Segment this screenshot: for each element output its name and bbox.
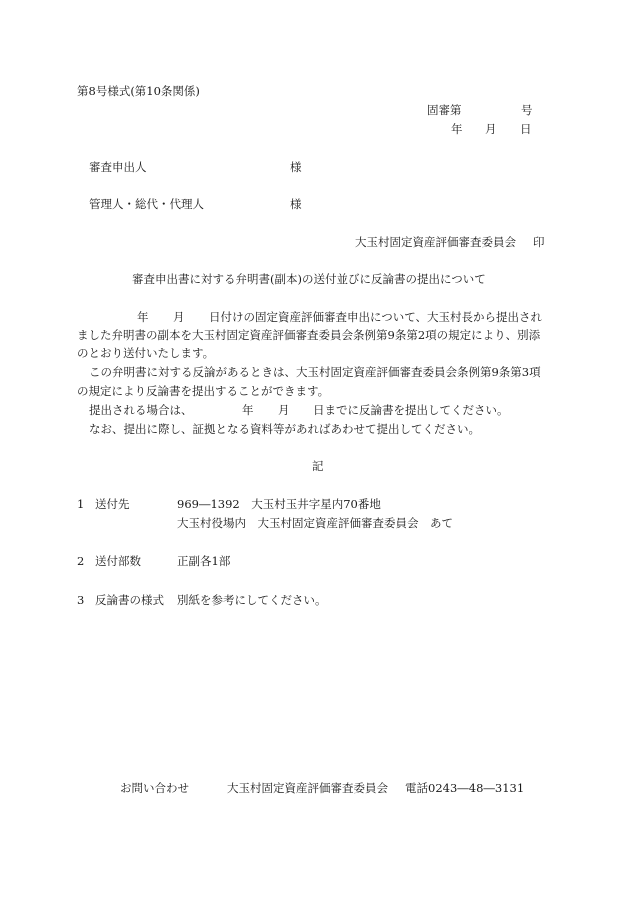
footer-inquiry-org: 大玉村固定資産評価審査委員会 (227, 781, 388, 795)
item-3-number: 3 (77, 593, 85, 607)
date-day: 日 (520, 122, 532, 136)
body-p3-month: 月 (278, 403, 290, 417)
item-2-label: 送付部数 (95, 554, 141, 568)
agent-honorific: 様 (290, 197, 302, 211)
body-p3-year: 年 (242, 403, 254, 417)
body-p1-year: 年 (137, 310, 149, 324)
item-2-number: 2 (77, 554, 85, 568)
body-p1-line3: のとおり送付いたします。 (77, 346, 215, 360)
body-p1-line2: ました弁明書の副本を大玉村固定資産評価審査委員会条例第9条第2項の規定により、別添 (77, 328, 541, 342)
item-1-label: 送付先 (95, 497, 130, 511)
item-1-recipient: 大玉村役場内 大玉村固定資産評価審査委員会 あて (177, 516, 453, 530)
footer-phone: 電話0243―48―3131 (405, 781, 525, 795)
item-1-address: 969―1392 大玉村玉井字星内70番地 (177, 497, 381, 511)
applicant-honorific: 様 (290, 160, 302, 174)
body-p3-suffix: 日までに反論書を提出してください。 (313, 403, 509, 417)
sender-seal: 印 (533, 235, 545, 249)
date-month: 月 (485, 122, 497, 136)
body-p2-line1: この弁明書に対する反論があるときは、大玉村固定資産評価審査委員会条例第9条第3項 (89, 365, 541, 379)
subject-title: 審査申出書に対する弁明書(副本)の送付並びに反論書の提出について (132, 272, 486, 286)
ki-heading: 記 (312, 459, 324, 473)
body-p3-prefix: 提出される場合は、 (89, 403, 193, 417)
body-p1-month: 月 (173, 310, 185, 324)
date-year: 年 (451, 122, 463, 136)
item-3-label: 反論書の様式 (95, 593, 164, 607)
body-p2-line2: の規定により反論書を提出することができます。 (77, 384, 330, 398)
item-3-value: 別紙を参考にしてください。 (177, 593, 327, 607)
reference-prefix: 固審第 (427, 103, 462, 117)
body-p1-line1: 日付けの固定資産評価審査申出について、大玉村長から提出され (209, 310, 543, 324)
form-number: 第8号様式(第10条関係) (77, 84, 200, 98)
item-1-number: 1 (77, 497, 85, 511)
sender-committee: 大玉村固定資産評価審査委員会 (355, 235, 516, 249)
body-p4: なお、提出に際し、証拠となる資料等があればあわせて提出してください。 (89, 422, 480, 436)
applicant-label: 審査申出人 (89, 160, 147, 174)
item-2-value: 正副各1部 (177, 554, 231, 568)
agent-label: 管理人・総代・代理人 (89, 197, 204, 211)
footer-inquiry-label: お問い合わせ (120, 781, 189, 795)
reference-suffix: 号 (521, 103, 533, 117)
